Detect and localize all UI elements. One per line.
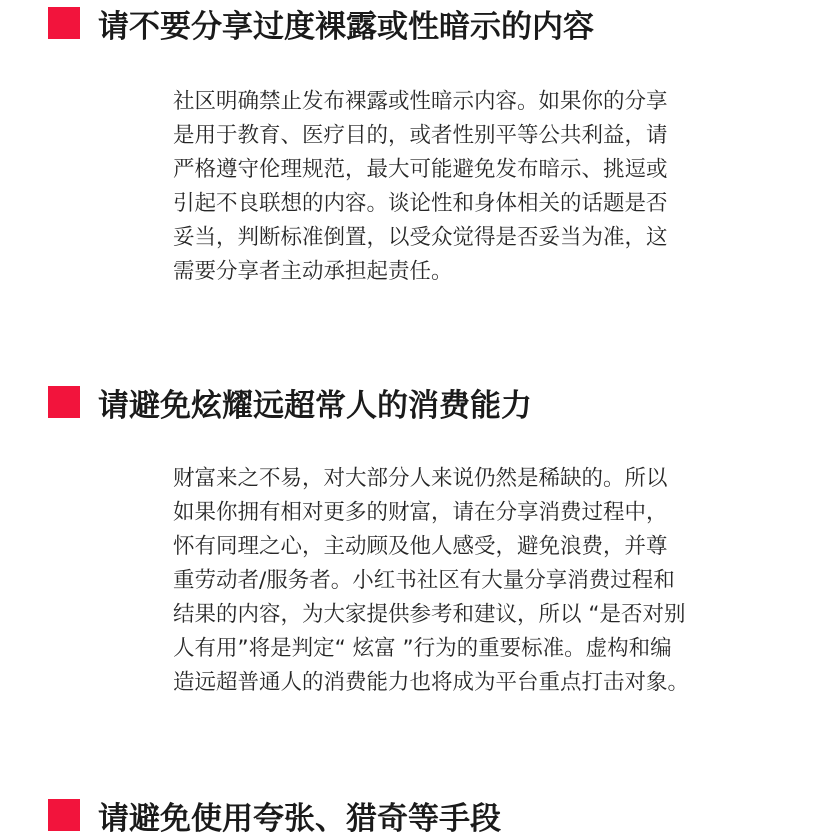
body-line: 造远超普通人的消费能力也将成为平台重点打击对象。 [173,670,690,695]
section-title: 请不要分享过度裸露或性暗示的内容 [98,8,594,45]
body-line: 人有用”将是判定“ 炫富 ”行为的重要标准。虚构和编 [173,636,672,661]
section-title: 请避免使用夸张、猎奇等手段 [98,800,501,837]
body-line: 财富来之不易，对大部分人来说仍然是稀缺的。所以 [173,466,668,491]
body-line: 妥当，判断标准倒置，以受众觉得是否妥当为准，这 [173,225,668,250]
body-line: 重劳动者/服务者。小红书社区有大量分享消费过程和 [173,568,675,593]
section-body [173,85,803,289]
red-square-icon [48,7,80,39]
section-heading [48,795,501,835]
section-heading [48,382,532,422]
body-line: 如果你拥有相对更多的财富，请在分享消费过程中， [173,500,668,525]
body-line: 社区明确禁止发布裸露或性暗示内容。如果你的分享 [173,89,668,114]
section-title: 请避免炫耀远超常人的消费能力 [98,387,532,424]
body-line: 怀有同理之心，主动顾及他人感受，避免浪费，并尊 [173,534,668,559]
body-line: 是用于教育、医疗目的，或者性别平等公共利益，请 [173,123,668,148]
body-line: 引起不良联想的内容。谈论性和身体相关的话题是否 [173,191,668,216]
red-square-icon [48,386,80,418]
body-line: 结果的内容，为大家提供参考和建议，所以 “是否对别 [173,602,686,627]
section-heading [48,3,594,43]
body-line: 严格遵守伦理规范，最大可能避免发布暗示、挑逗或 [173,157,668,182]
section-body [173,462,803,700]
body-line: 需要分享者主动承担起责任。 [173,259,453,284]
red-square-icon [48,799,80,831]
